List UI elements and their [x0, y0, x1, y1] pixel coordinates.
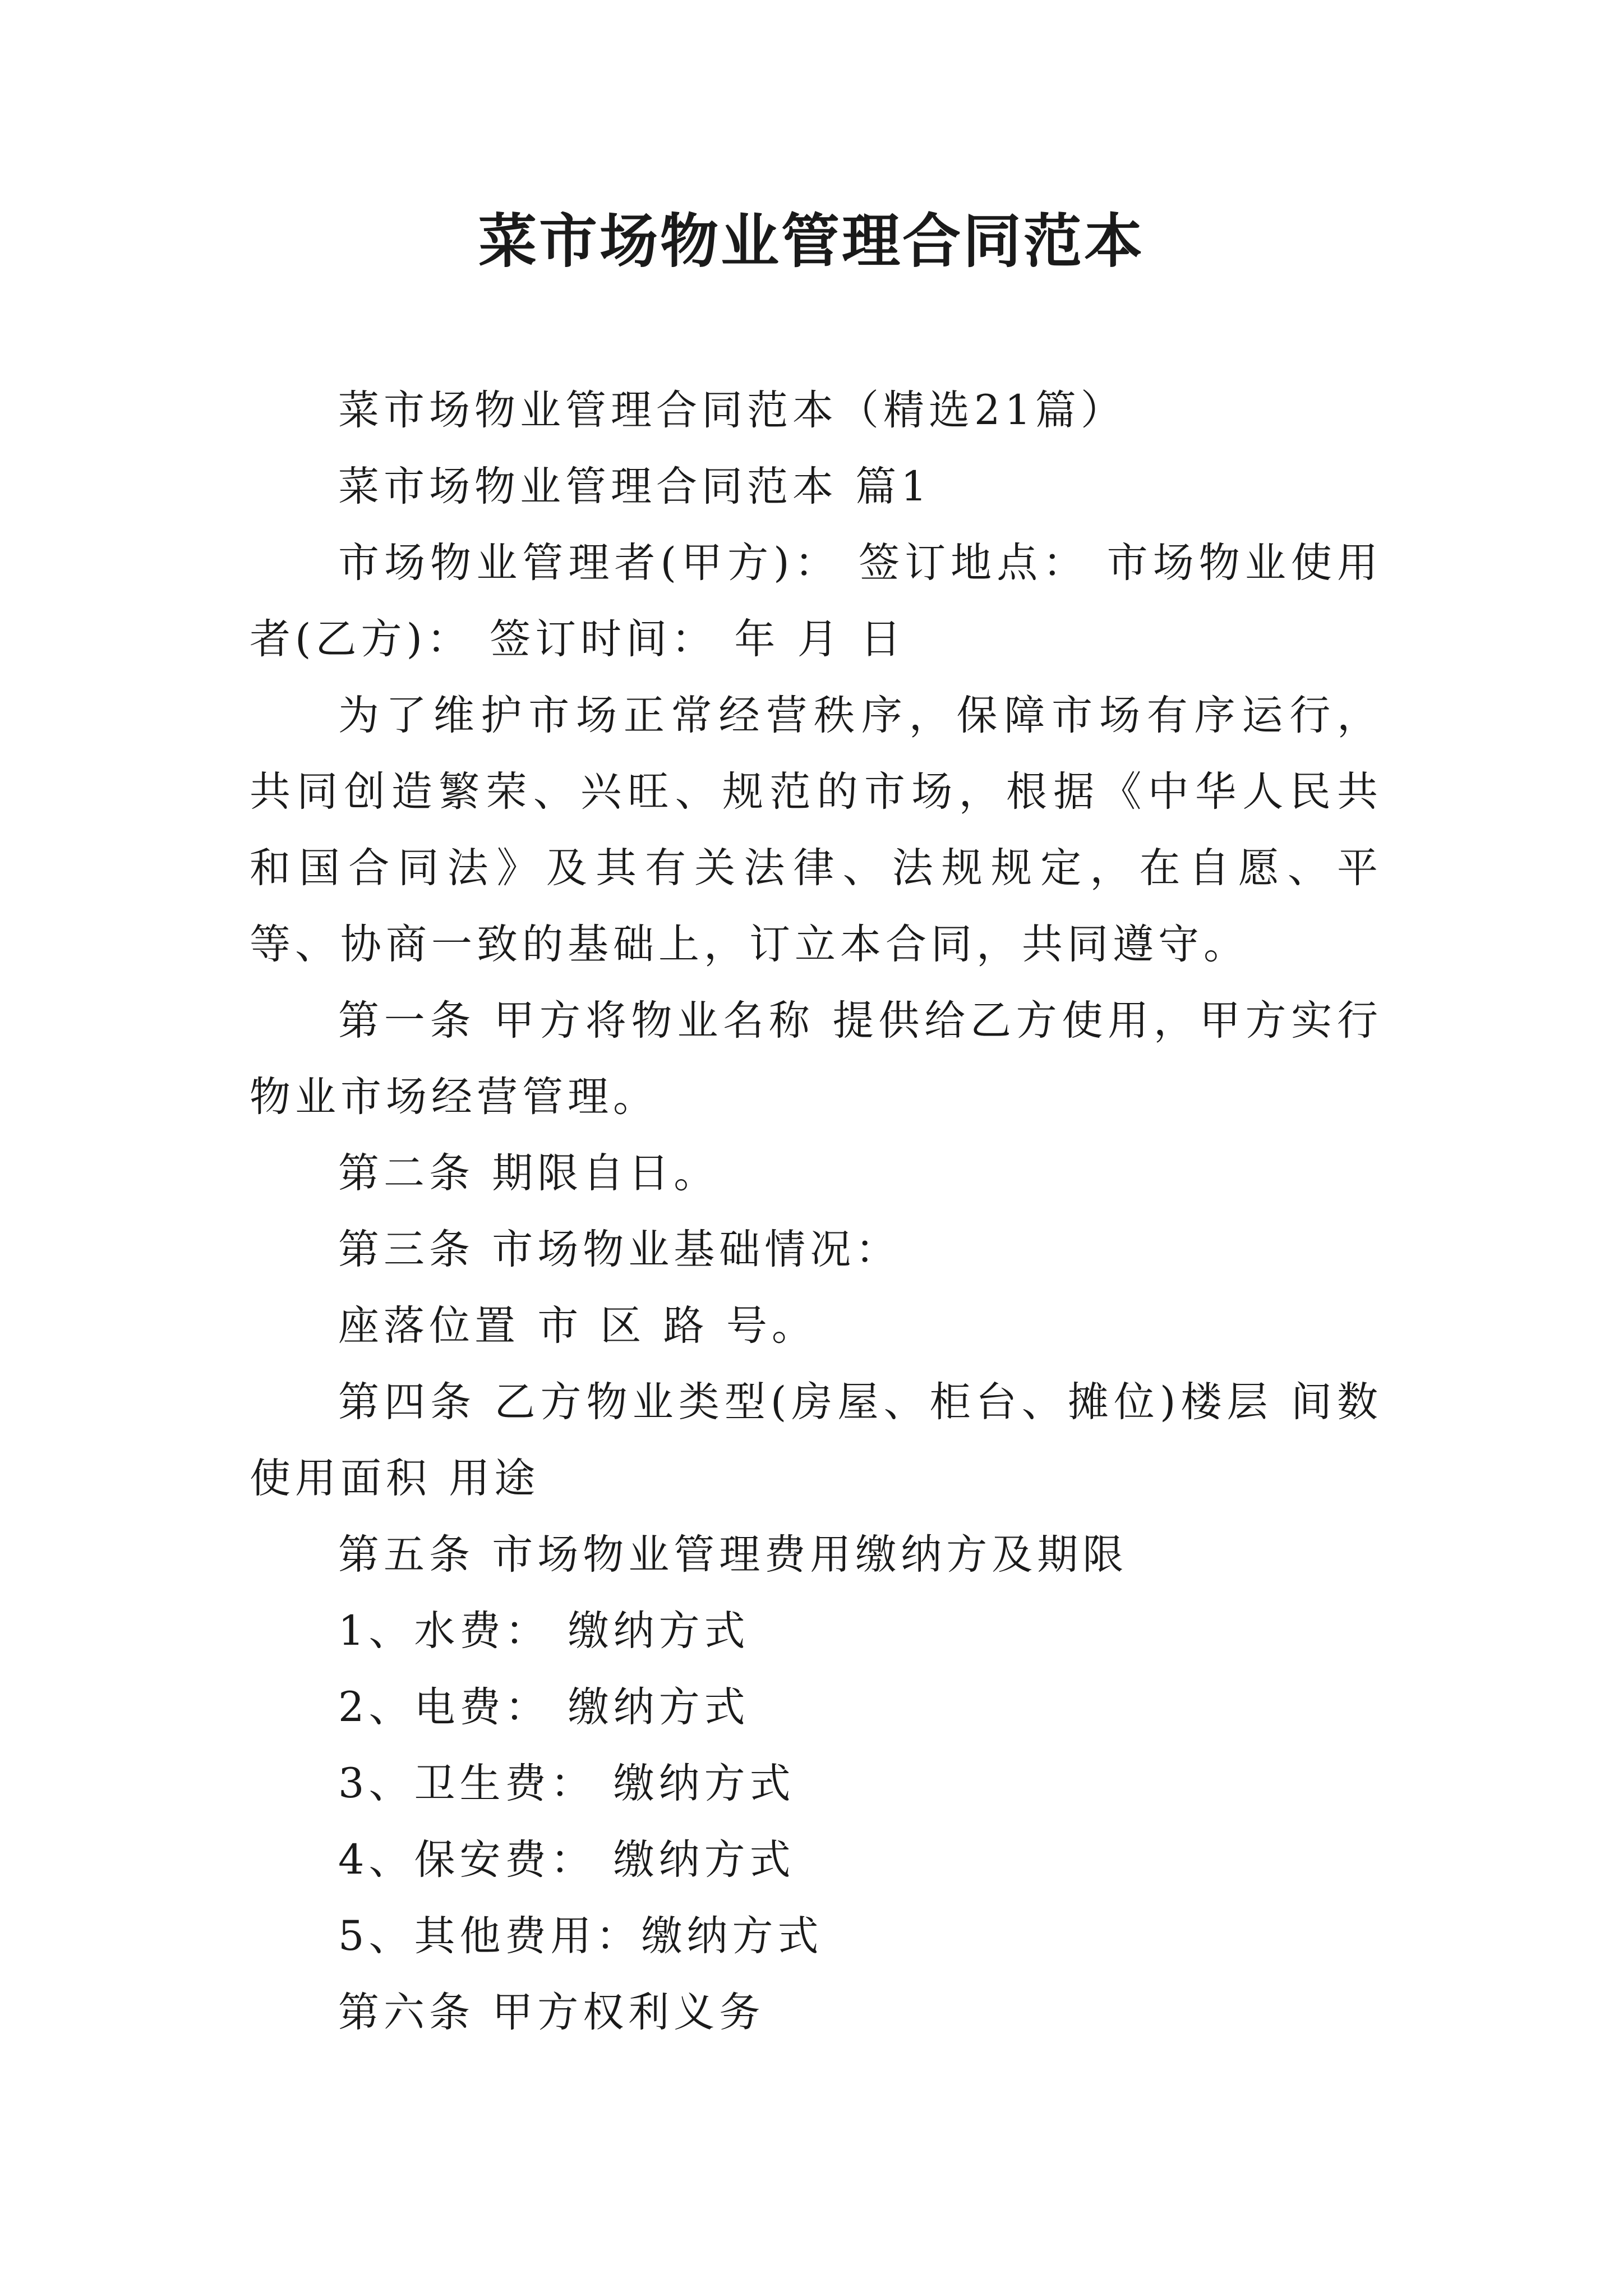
paragraph-article-5: 第五条 市场物业管理费用缴纳方及期限: [338, 1531, 1128, 1579]
fee-item-other: 5、其他费用：缴纳方式: [338, 1912, 823, 1960]
paragraph-article-2: 第二条 期限自日。: [338, 1149, 720, 1197]
paragraph-section-heading: 菜市场物业管理合同范本 篇1: [338, 463, 932, 510]
fee-item-security: 4、保安费： 缴纳方式: [338, 1836, 795, 1884]
paragraph-article-4: 第四条 乙方物业类型(房屋、柜台、摊位)楼层 间数 使用面积 用途: [250, 1378, 1382, 1502]
paragraph-parties: 市场物业管理者(甲方)： 签订地点： 市场物业使用者(乙方)： 签订时间： 年 月 日: [250, 539, 1382, 663]
fee-item-sanitation: 3、卫生费： 缴纳方式: [338, 1760, 795, 1807]
paragraph-collection-heading: 菜市场物业管理合同范本（精选21篇）: [338, 386, 1126, 434]
fee-item-electricity: 2、电费： 缴纳方式: [338, 1683, 750, 1731]
document-title: 菜市场物业管理合同范本: [478, 206, 1145, 275]
paragraph-location: 座落位置 市 区 路 号。: [338, 1302, 817, 1350]
paragraph-article-1: 第一条 甲方将物业名称 提供给乙方使用，甲方实行物业市场经营管理。: [250, 997, 1382, 1121]
paragraph-article-3: 第三条 市场物业基础情况：: [338, 1226, 901, 1273]
fee-item-water: 1、水费： 缴纳方式: [338, 1607, 750, 1655]
document-body: [250, 372, 1382, 2051]
paragraph-article-6: 第六条 甲方权利义务: [338, 1989, 765, 2036]
paragraph-preamble: 为了维护市场正常经营秩序，保障市场有序运行，共同创造繁荣、兴旺、规范的市场，根据《中华人民共和国合同法》及其有关法律、法规规定，在自愿、平等、协商一致的基础上，订立本合同，共同遵守。: [250, 692, 1382, 968]
